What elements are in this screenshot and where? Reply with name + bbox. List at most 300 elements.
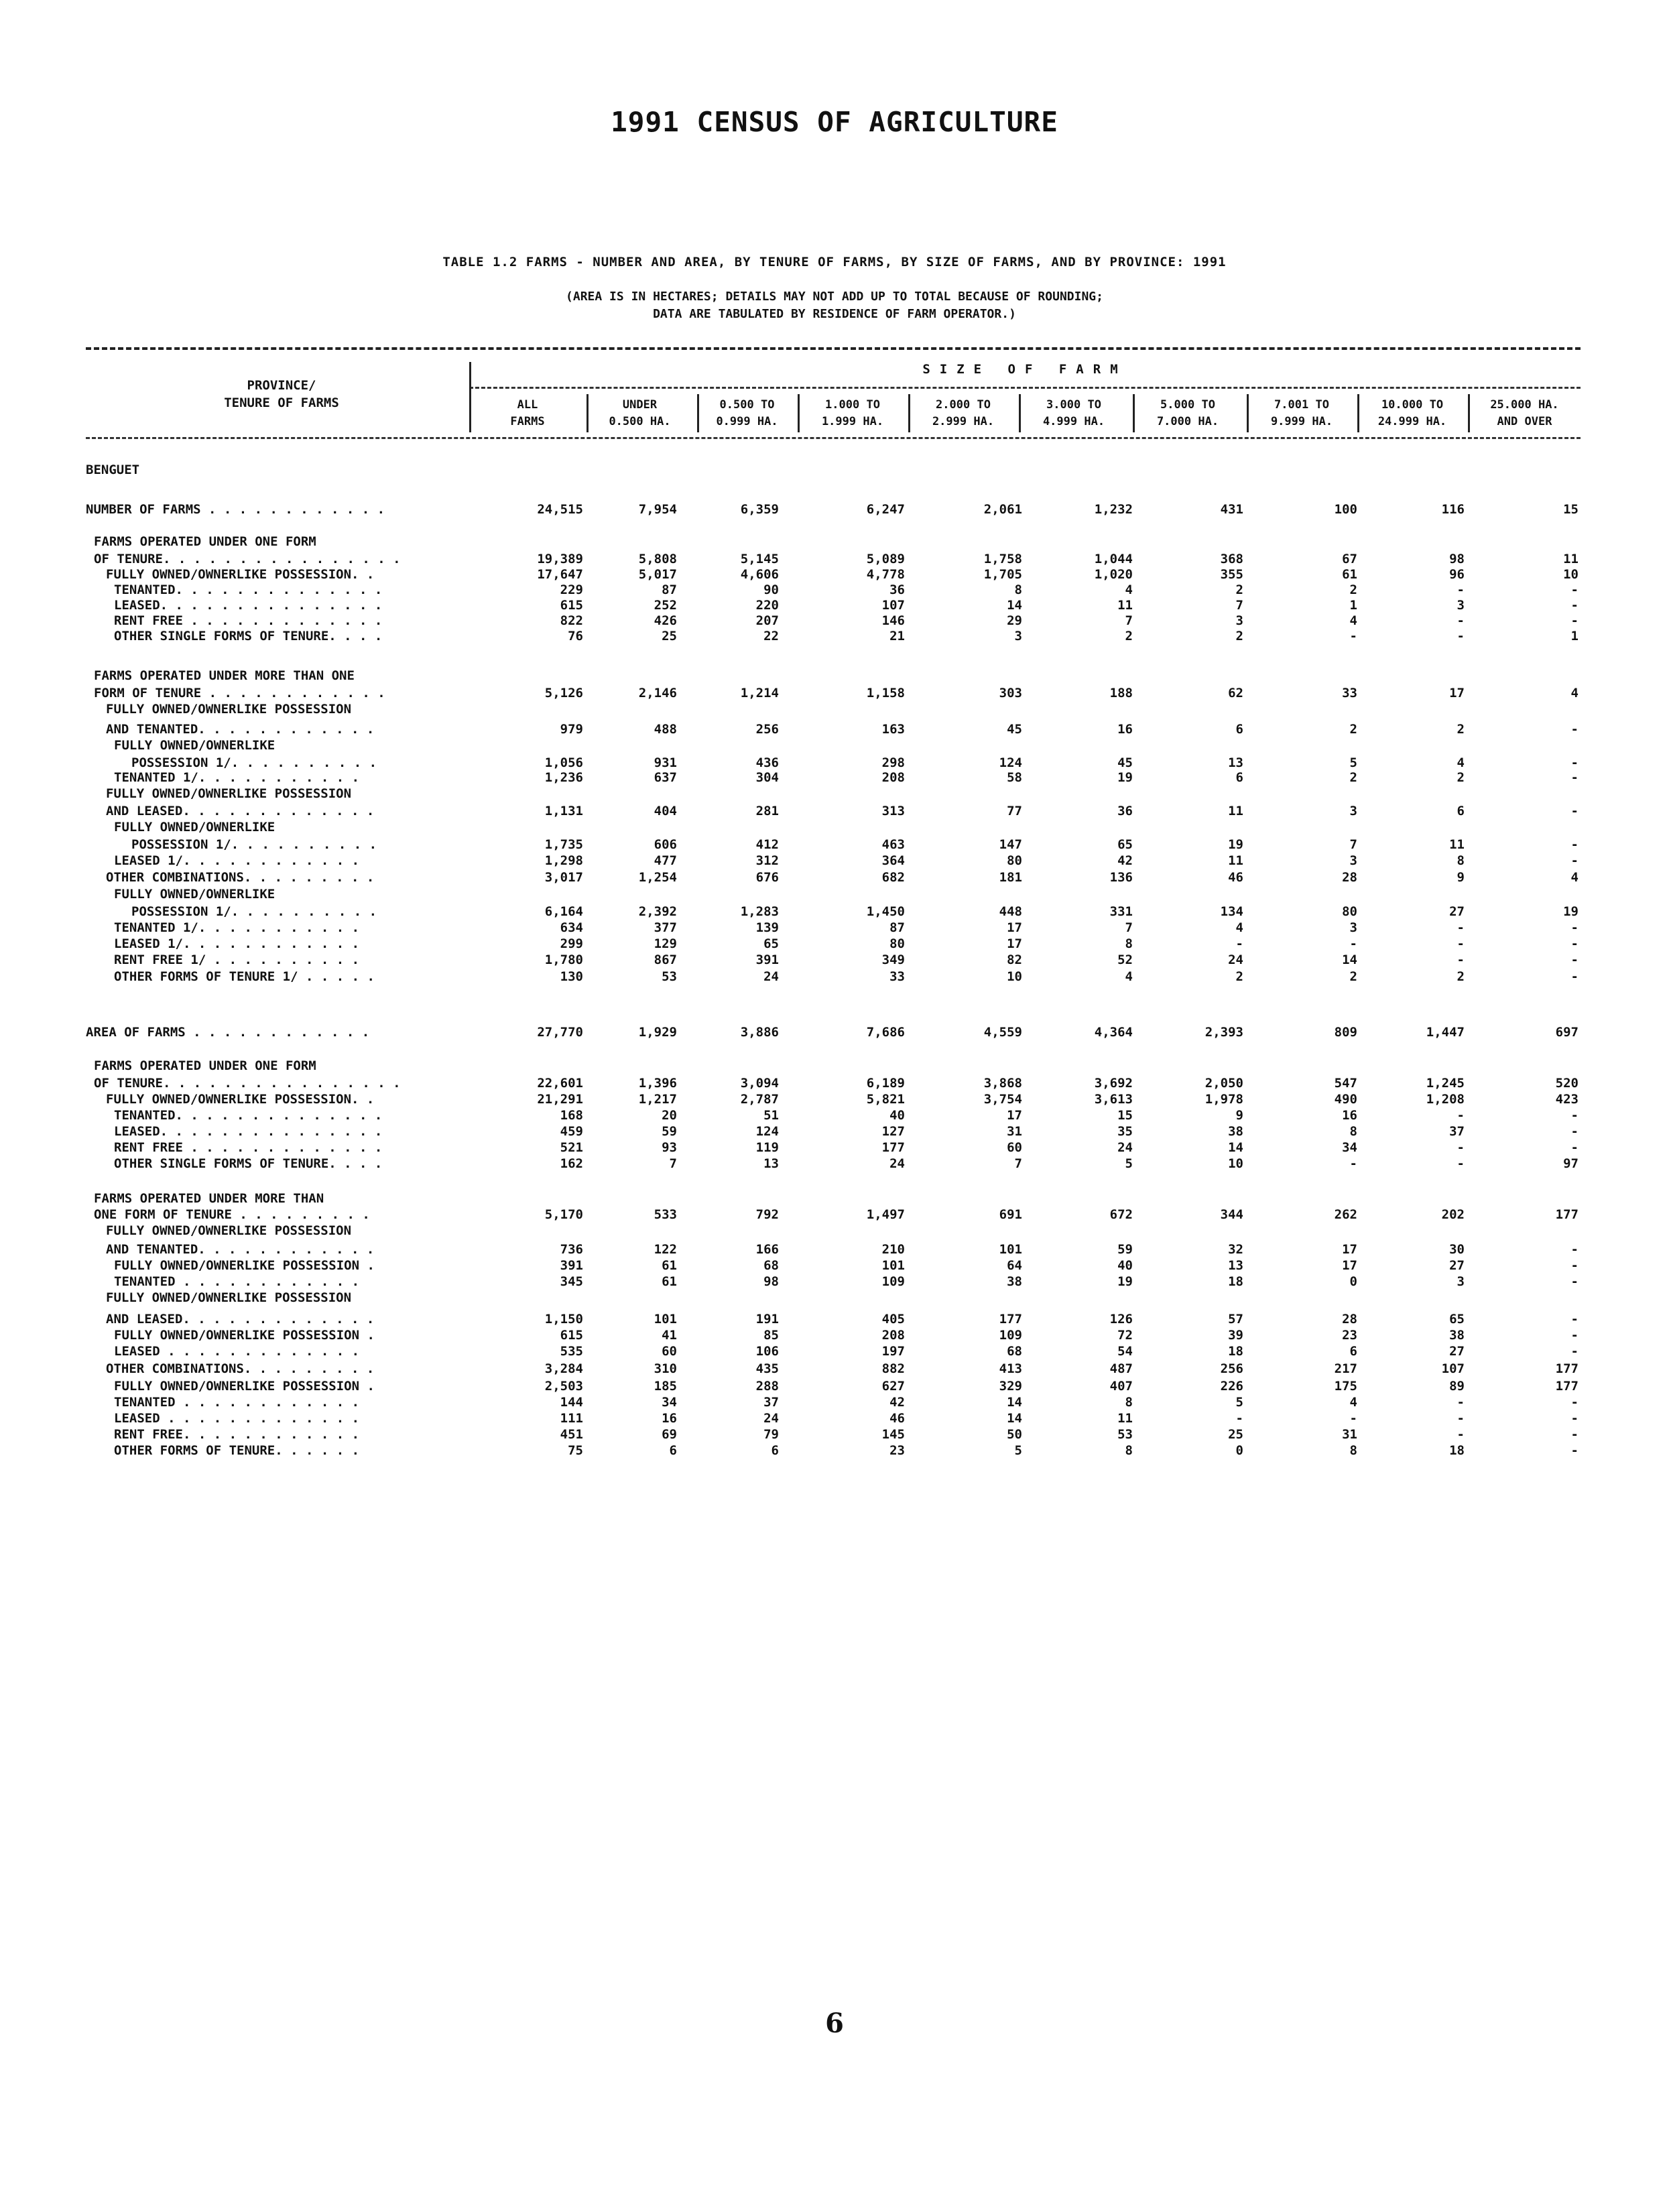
column-header — [700, 397, 794, 430]
row-label: TENANTED. . . . . . . . . . . . . . — [114, 1108, 383, 1123]
stub-header-line-1: PROVINCE/ — [247, 378, 316, 393]
table-cell: 31 — [1007, 1124, 1022, 1139]
table-cell: 220 — [755, 598, 779, 613]
table-cell: 521 — [560, 1140, 583, 1155]
table-cell: 23 — [1342, 1328, 1357, 1343]
table-cell: 4,778 — [866, 567, 905, 582]
table-cell: 7 — [1125, 613, 1133, 628]
row-label: AND TENANTED. . . . . . . . . . . . — [106, 1242, 375, 1257]
table-cell: 85 — [763, 1328, 779, 1343]
table-cell: 101 — [654, 1312, 677, 1327]
table-cell: 262 — [1334, 1207, 1357, 1222]
table-cell: 51 — [763, 1108, 779, 1123]
table-cell: 27,770 — [537, 1025, 583, 1040]
table-cell: - — [1457, 629, 1465, 643]
table-cell: 22,601 — [537, 1076, 583, 1091]
table-cell: 72 — [1117, 1328, 1133, 1343]
table-row — [0, 837, 1669, 853]
table-cell: 8 — [1125, 1443, 1133, 1458]
column-header-line: AND OVER — [1497, 415, 1552, 428]
table-cell: 202 — [1441, 1207, 1465, 1222]
table-cell: 6 — [1235, 770, 1243, 785]
table-cell: 5,170 — [544, 1207, 583, 1222]
table-cell: 17,647 — [537, 567, 583, 582]
table-cell: 96 — [1449, 567, 1465, 582]
table-cell: 1,929 — [638, 1025, 677, 1040]
table-row — [0, 1058, 1669, 1074]
table-cell: 6,359 — [740, 502, 779, 517]
table-cell: 1,254 — [638, 870, 677, 885]
table-row — [0, 685, 1669, 701]
table-cell: 38 — [1228, 1124, 1243, 1139]
table-cell: - — [1570, 804, 1579, 818]
table-cell: 124 — [755, 1124, 779, 1139]
table-cell: 5,126 — [544, 686, 583, 700]
table-cell: - — [1570, 1395, 1579, 1410]
table-cell: - — [1457, 953, 1465, 967]
row-label: OF TENURE. . . . . . . . . . . . . . . . — [94, 552, 401, 566]
table-cell: 76 — [568, 629, 583, 643]
row-label: AND TENANTED. . . . . . . . . . . . — [106, 722, 375, 737]
table-row — [0, 1241, 1669, 1257]
table-row — [0, 737, 1669, 753]
table-cell: 16 — [662, 1411, 677, 1426]
table-cell: 7 — [1014, 1156, 1022, 1171]
table-cell: 40 — [1117, 1258, 1133, 1273]
table-cell: 11 — [1563, 552, 1579, 566]
row-label: TENANTED . . . . . . . . . . . . — [114, 1274, 360, 1289]
table-cell: 931 — [654, 755, 677, 770]
table-cell: 252 — [654, 598, 677, 613]
column-header-line: 5.000 TO — [1160, 398, 1215, 412]
table-cell: 4,364 — [1094, 1025, 1133, 1040]
table-cell: 168 — [560, 1108, 583, 1123]
table-cell: 1,208 — [1426, 1092, 1465, 1107]
table-cell: 11 — [1117, 1411, 1133, 1426]
table-cell: 25 — [662, 629, 677, 643]
table-cell: 867 — [654, 953, 677, 967]
table-cell: 882 — [881, 1361, 905, 1376]
table-cell: 87 — [662, 582, 677, 597]
table-cell: 122 — [654, 1242, 677, 1257]
column-header-line: 0.500 TO — [719, 398, 775, 412]
table-cell: 17 — [1007, 936, 1022, 951]
table-cell: 54 — [1117, 1344, 1133, 1359]
table-cell: 136 — [1109, 870, 1133, 885]
table-row — [0, 1394, 1669, 1410]
table-cell: 64 — [1007, 1258, 1022, 1273]
table-cell: - — [1235, 1411, 1243, 1426]
table-cell: 101 — [881, 1258, 905, 1273]
table-cell: 4 — [1570, 686, 1579, 700]
table-cell: 101 — [999, 1242, 1022, 1257]
table-row — [0, 853, 1669, 869]
table-row — [0, 1190, 1669, 1207]
table-cell: 487 — [1109, 1361, 1133, 1376]
table-cell: 6,189 — [866, 1076, 905, 1091]
table-cell: 4 — [1125, 582, 1133, 597]
table-cell: 0 — [1235, 1443, 1243, 1458]
table-cell: 5 — [1235, 1395, 1243, 1410]
column-header-line: 9.999 HA. — [1270, 415, 1333, 428]
table-cell: 57 — [1228, 1312, 1243, 1327]
row-label: TENANTED . . . . . . . . . . . . — [114, 1395, 360, 1410]
table-cell: 98 — [763, 1274, 779, 1289]
table-cell: 15 — [1563, 502, 1579, 517]
table-cell: 119 — [755, 1140, 779, 1155]
column-header-line: UNDER — [622, 398, 658, 412]
table-cell: 13 — [1228, 755, 1243, 770]
table-cell: 6 — [669, 1443, 677, 1458]
table-cell: - — [1570, 755, 1579, 770]
table-cell: 459 — [560, 1124, 583, 1139]
table-cell: 98 — [1449, 552, 1465, 566]
table-cell: 672 — [1109, 1207, 1133, 1222]
table-row — [0, 1107, 1669, 1123]
table-cell: 139 — [755, 920, 779, 935]
table-cell: - — [1570, 1258, 1579, 1273]
table-row — [0, 1091, 1669, 1107]
table-cell: 38 — [1449, 1328, 1465, 1343]
row-label: AREA OF FARMS . . . . . . . . . . . . — [86, 1025, 370, 1040]
table-cell: 45 — [1117, 755, 1133, 770]
row-label: FARMS OPERATED UNDER ONE FORM — [94, 534, 316, 549]
table-cell: 1,044 — [1094, 552, 1133, 566]
table-cell: 5,089 — [866, 552, 905, 566]
column-separator — [1468, 394, 1470, 432]
row-label: LEASED. . . . . . . . . . . . . . . — [114, 1124, 383, 1139]
table-cell: 226 — [1220, 1379, 1243, 1394]
table-cell: 1,758 — [983, 552, 1022, 566]
row-label: OTHER SINGLE FORMS OF TENURE. . . . — [114, 1156, 383, 1171]
table-cell: 1 — [1570, 629, 1579, 643]
table-cell: 18 — [1228, 1274, 1243, 1289]
table-row — [0, 1442, 1669, 1459]
table-row — [0, 770, 1669, 786]
table-cell: 93 — [662, 1140, 677, 1155]
table-cell: 412 — [755, 837, 779, 852]
table-row — [0, 1223, 1669, 1239]
table-cell: 208 — [881, 1328, 905, 1343]
table-cell: 7 — [1125, 920, 1133, 935]
table-cell: 107 — [1441, 1361, 1465, 1376]
table-cell: 8 — [1125, 936, 1133, 951]
table-cell: 304 — [755, 770, 779, 785]
table-cell: 606 — [654, 837, 677, 852]
row-label: FULLY OWNED/OWNERLIKE POSSESSION. . — [106, 1092, 375, 1107]
table-cell: 3,613 — [1094, 1092, 1133, 1107]
table-cell: 615 — [560, 598, 583, 613]
table-cell: 19 — [1117, 770, 1133, 785]
row-label: RENT FREE . . . . . . . . . . . . . — [114, 613, 383, 628]
row-label: RENT FREE. . . . . . . . . . . . — [114, 1427, 360, 1442]
table-cell: 3 — [1349, 853, 1357, 868]
table-cell: 7 — [669, 1156, 677, 1171]
table-cell: - — [1570, 722, 1579, 737]
table-cell: 979 — [560, 722, 583, 737]
table-cell: 24 — [763, 1411, 779, 1426]
table-cell: - — [1457, 1427, 1465, 1442]
table-cell: 3,017 — [544, 870, 583, 885]
table-cell: - — [1570, 920, 1579, 935]
table-cell: 8 — [1457, 853, 1465, 868]
table-cell: - — [1457, 1140, 1465, 1155]
table-cell: 691 — [999, 1207, 1022, 1222]
top-rule — [86, 347, 1581, 350]
table-cell: 89 — [1449, 1379, 1465, 1394]
table-cell: 1,214 — [740, 686, 779, 700]
stub-header — [94, 377, 469, 412]
table-cell: 29 — [1007, 613, 1022, 628]
table-cell: - — [1235, 936, 1243, 951]
table-cell: 177 — [999, 1312, 1022, 1327]
table-cell: 2,061 — [983, 502, 1022, 517]
table-cell: 809 — [1334, 1025, 1357, 1040]
table-cell: 7,954 — [638, 502, 677, 517]
table-cell: 210 — [881, 1242, 905, 1257]
table-cell: 100 — [1334, 502, 1357, 517]
row-label: RENT FREE 1/ . . . . . . . . . . — [114, 953, 360, 967]
table-cell: 19 — [1117, 1274, 1133, 1289]
table-cell: 127 — [881, 1124, 905, 1139]
table-cell: 2,503 — [544, 1379, 583, 1394]
table-cell: 42 — [889, 1395, 905, 1410]
table-cell: 24,515 — [537, 502, 583, 517]
table-cell: 405 — [881, 1312, 905, 1327]
table-cell: 90 — [763, 582, 779, 597]
column-header-line: 7.001 TO — [1274, 398, 1329, 412]
table-cell: 3,754 — [983, 1092, 1022, 1107]
table-cell: 14 — [1007, 598, 1022, 613]
column-header — [589, 397, 690, 430]
table-cell: 229 — [560, 582, 583, 597]
row-label: FULLY OWNED/OWNERLIKE POSSESSION . — [114, 1379, 375, 1394]
table-cell: 181 — [999, 870, 1022, 885]
table-row — [0, 1123, 1669, 1140]
table-cell: 59 — [662, 1124, 677, 1139]
table-cell: 68 — [1007, 1344, 1022, 1359]
table-cell: 16 — [1342, 1108, 1357, 1123]
table-title: TABLE 1.2 FARMS - NUMBER AND AREA, BY TENURE OF FARMS, BY SIZE OF FARMS, AND BY PROVINCE: 1991 — [442, 255, 1227, 269]
table-cell: 109 — [881, 1274, 905, 1289]
table-cell: 615 — [560, 1328, 583, 1343]
row-label: OTHER COMBINATIONS. . . . . . . . . — [106, 870, 375, 885]
table-cell: - — [1457, 1108, 1465, 1123]
table-cell: 1,158 — [866, 686, 905, 700]
table-note-2: DATA ARE TABULATED BY RESIDENCE OF FARM OPERATOR.) — [653, 307, 1016, 321]
row-label: FULLY OWNED/OWNERLIKE POSSESSION. . — [106, 567, 375, 582]
table-row — [0, 1140, 1669, 1156]
table-cell: 1,705 — [983, 567, 1022, 582]
table-cell: 67 — [1342, 552, 1357, 566]
table-cell: 2 — [1457, 969, 1465, 984]
table-cell: 9 — [1235, 1108, 1243, 1123]
column-header — [1022, 397, 1126, 430]
table-row — [0, 501, 1669, 517]
row-label: RENT FREE . . . . . . . . . . . . . — [114, 1140, 383, 1155]
table-cell: 2 — [1235, 969, 1243, 984]
row-label: TENANTED 1/. . . . . . . . . . . — [114, 770, 360, 785]
table-cell: 177 — [1555, 1207, 1579, 1222]
table-cell: 33 — [1342, 686, 1357, 700]
table-cell: - — [1570, 1344, 1579, 1359]
table-cell: 126 — [1109, 1312, 1133, 1327]
table-cell: 1,283 — [740, 904, 779, 919]
table-cell: 19 — [1563, 904, 1579, 919]
table-cell: 24 — [1228, 953, 1243, 967]
table-cell: 391 — [560, 1258, 583, 1273]
table-cell: 1,450 — [866, 904, 905, 919]
table-row — [0, 551, 1669, 567]
table-cell: 2 — [1349, 722, 1357, 737]
table-cell: 8 — [1125, 1395, 1133, 1410]
table-cell: 448 — [999, 904, 1022, 919]
row-label: LEASED . . . . . . . . . . . . . — [114, 1344, 360, 1359]
table-cell: - — [1570, 1312, 1579, 1327]
column-header-line: 24.999 HA. — [1377, 415, 1447, 428]
table-cell: 3 — [1457, 1274, 1465, 1289]
table-cell: - — [1570, 1242, 1579, 1257]
table-cell: 32 — [1228, 1242, 1243, 1257]
row-label: OTHER COMBINATIONS. . . . . . . . . — [106, 1361, 375, 1376]
table-cell: 310 — [654, 1361, 677, 1376]
row-label: OF TENURE. . . . . . . . . . . . . . . . — [94, 1076, 401, 1091]
table-row — [0, 1274, 1669, 1290]
table-cell: 423 — [1555, 1092, 1579, 1107]
table-cell: 38 — [1007, 1274, 1022, 1289]
table-cell: 65 — [763, 936, 779, 951]
table-cell: 477 — [654, 853, 677, 868]
table-cell: 1,232 — [1094, 502, 1133, 517]
table-cell: 0 — [1349, 1274, 1357, 1289]
table-cell: 451 — [560, 1427, 583, 1442]
table-cell: 3 — [1457, 598, 1465, 613]
column-separator — [697, 394, 699, 432]
table-cell: 24 — [763, 969, 779, 984]
column-header-line: 7.000 HA. — [1156, 415, 1219, 428]
table-cell: 2,050 — [1204, 1076, 1243, 1091]
table-cell: 1,735 — [544, 837, 583, 852]
column-header — [800, 397, 905, 430]
table-cell: 288 — [755, 1379, 779, 1394]
table-row — [0, 721, 1669, 737]
table-cell: - — [1349, 1411, 1357, 1426]
table-cell: 185 — [654, 1379, 677, 1394]
table-cell: 28 — [1342, 870, 1357, 885]
table-cell: 145 — [881, 1427, 905, 1442]
table-cell: 41 — [662, 1328, 677, 1343]
table-cell: 79 — [763, 1427, 779, 1442]
row-label: POSSESSION 1/. . . . . . . . . . — [131, 837, 377, 852]
table-cell: - — [1570, 582, 1579, 597]
table-cell: 431 — [1220, 502, 1243, 517]
table-cell: 177 — [1555, 1379, 1579, 1394]
table-cell: 19,389 — [537, 552, 583, 566]
table-cell: 61 — [662, 1258, 677, 1273]
column-separator — [1019, 394, 1021, 432]
table-cell: 281 — [755, 804, 779, 818]
table-cell: 31 — [1342, 1427, 1357, 1442]
column-separator — [798, 394, 800, 432]
table-cell: 191 — [755, 1312, 779, 1327]
table-cell: 298 — [881, 755, 905, 770]
column-header — [1360, 397, 1465, 430]
table-cell: 6 — [1235, 722, 1243, 737]
table-cell: 1,780 — [544, 953, 583, 967]
table-cell: 130 — [560, 969, 583, 984]
table-cell: 2,146 — [638, 686, 677, 700]
table-cell: 27 — [1449, 1258, 1465, 1273]
table-cell: 6 — [1349, 1344, 1357, 1359]
table-cell: 5,808 — [638, 552, 677, 566]
table-cell: 106 — [755, 1344, 779, 1359]
table-cell: - — [1457, 582, 1465, 597]
table-cell: 2 — [1457, 770, 1465, 785]
table-cell: 53 — [662, 969, 677, 984]
table-cell: 736 — [560, 1242, 583, 1257]
table-cell: 792 — [755, 1207, 779, 1222]
table-cell: 27 — [1449, 1344, 1465, 1359]
column-header — [911, 397, 1015, 430]
table-cell: - — [1570, 853, 1579, 868]
row-label: FULLY OWNED/OWNERLIKE POSSESSION . — [114, 1328, 375, 1343]
table-cell: 53 — [1117, 1427, 1133, 1442]
table-cell: 166 — [755, 1242, 779, 1257]
column-separator — [908, 394, 910, 432]
table-cell: 10 — [1563, 567, 1579, 582]
table-cell: 42 — [1117, 853, 1133, 868]
column-header-line: FARMS — [510, 415, 545, 428]
table-cell: 407 — [1109, 1379, 1133, 1394]
table-cell: 18 — [1228, 1344, 1243, 1359]
table-row — [0, 803, 1669, 819]
table-cell: 4 — [1457, 755, 1465, 770]
column-separator — [1247, 394, 1249, 432]
table-row — [0, 628, 1669, 644]
table-cell: - — [1457, 1156, 1465, 1171]
table-cell: - — [1570, 1124, 1579, 1139]
column-header-line: ALL — [517, 398, 538, 412]
table-cell: 312 — [755, 853, 779, 868]
table-row — [0, 668, 1669, 684]
table-cell: 377 — [654, 920, 677, 935]
table-cell: - — [1570, 1427, 1579, 1442]
table-row — [0, 786, 1669, 802]
table-cell: 3,886 — [740, 1025, 779, 1040]
table-cell: 147 — [999, 837, 1022, 852]
table-cell: 37 — [763, 1395, 779, 1410]
table-cell: - — [1349, 1156, 1357, 1171]
table-row — [0, 936, 1669, 952]
row-label: FARMS OPERATED UNDER ONE FORM — [94, 1058, 316, 1073]
table-cell: 18 — [1449, 1443, 1465, 1458]
table-row — [0, 819, 1669, 835]
table-cell: - — [1570, 1274, 1579, 1289]
table-cell: 14 — [1228, 1140, 1243, 1155]
table-cell: 3,284 — [544, 1361, 583, 1376]
table-cell: 111 — [560, 1411, 583, 1426]
table-cell: 3 — [1349, 804, 1357, 818]
row-label: FULLY OWNED/OWNERLIKE — [114, 887, 275, 902]
row-label: POSSESSION 1/. . . . . . . . . . — [131, 755, 377, 770]
table-cell: 24 — [1117, 1140, 1133, 1155]
table-cell: 436 — [755, 755, 779, 770]
table-cell: 14 — [1342, 953, 1357, 967]
table-cell: - — [1570, 1328, 1579, 1343]
table-cell: 129 — [654, 936, 677, 951]
table-cell: 22 — [763, 629, 779, 643]
table-row — [0, 1290, 1669, 1306]
